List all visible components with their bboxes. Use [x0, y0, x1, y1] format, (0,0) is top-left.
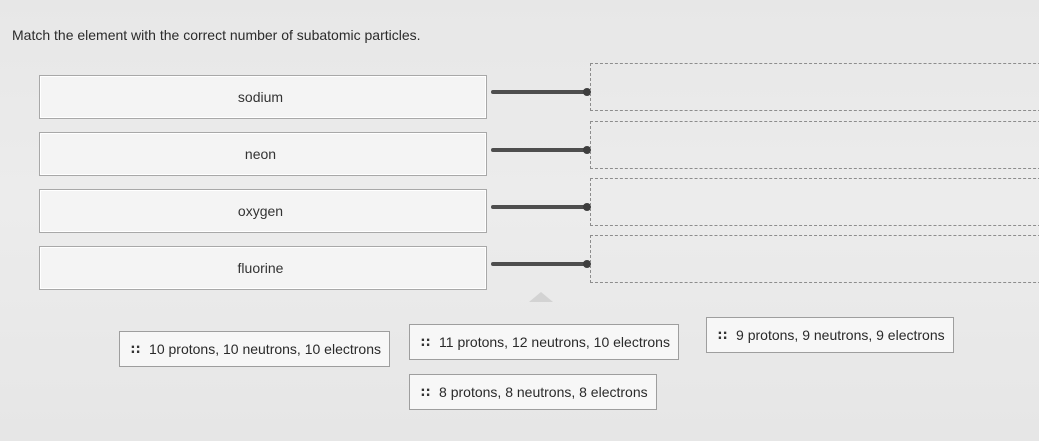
answer-tile[interactable] — [409, 374, 657, 410]
answer-text: 11 protons, 12 neutrons, 10 electrons — [439, 334, 670, 350]
element-box-oxygen — [39, 189, 487, 233]
answer-bank-pointer — [529, 292, 553, 302]
answer-tile[interactable] — [119, 331, 390, 367]
connector-line — [491, 262, 587, 266]
connector-line — [491, 90, 587, 94]
drag-handle-icon[interactable]: ∷ — [421, 385, 430, 400]
answer-text: 8 protons, 8 neutrons, 8 electrons — [439, 384, 648, 400]
drag-handle-icon[interactable]: ∷ — [421, 335, 430, 350]
element-label: neon — [244, 146, 277, 162]
answer-tile[interactable] — [409, 324, 679, 360]
drag-handle-icon[interactable]: ∷ — [131, 342, 140, 357]
connector-line — [491, 148, 587, 152]
answer-text: 9 protons, 9 neutrons, 9 electrons — [736, 327, 945, 343]
drop-zone-fluorine[interactable] — [590, 235, 1039, 283]
element-box-fluorine — [39, 246, 487, 290]
element-label: fluorine — [237, 260, 284, 276]
answer-tile[interactable] — [706, 317, 954, 353]
element-label: oxygen — [237, 203, 284, 219]
drag-handle-icon[interactable]: ∷ — [718, 328, 727, 343]
element-box-sodium — [39, 75, 487, 119]
question-prompt: Match the element with the correct number of subatomic particles. — [12, 27, 421, 43]
drop-zone-oxygen[interactable] — [590, 178, 1039, 226]
connector-line — [491, 205, 587, 209]
drop-zone-neon[interactable] — [590, 121, 1039, 169]
element-label: sodium — [237, 89, 284, 105]
element-box-neon — [39, 132, 487, 176]
answer-text: 10 protons, 10 neutrons, 10 electrons — [149, 341, 381, 357]
drop-zone-sodium[interactable] — [590, 63, 1039, 111]
